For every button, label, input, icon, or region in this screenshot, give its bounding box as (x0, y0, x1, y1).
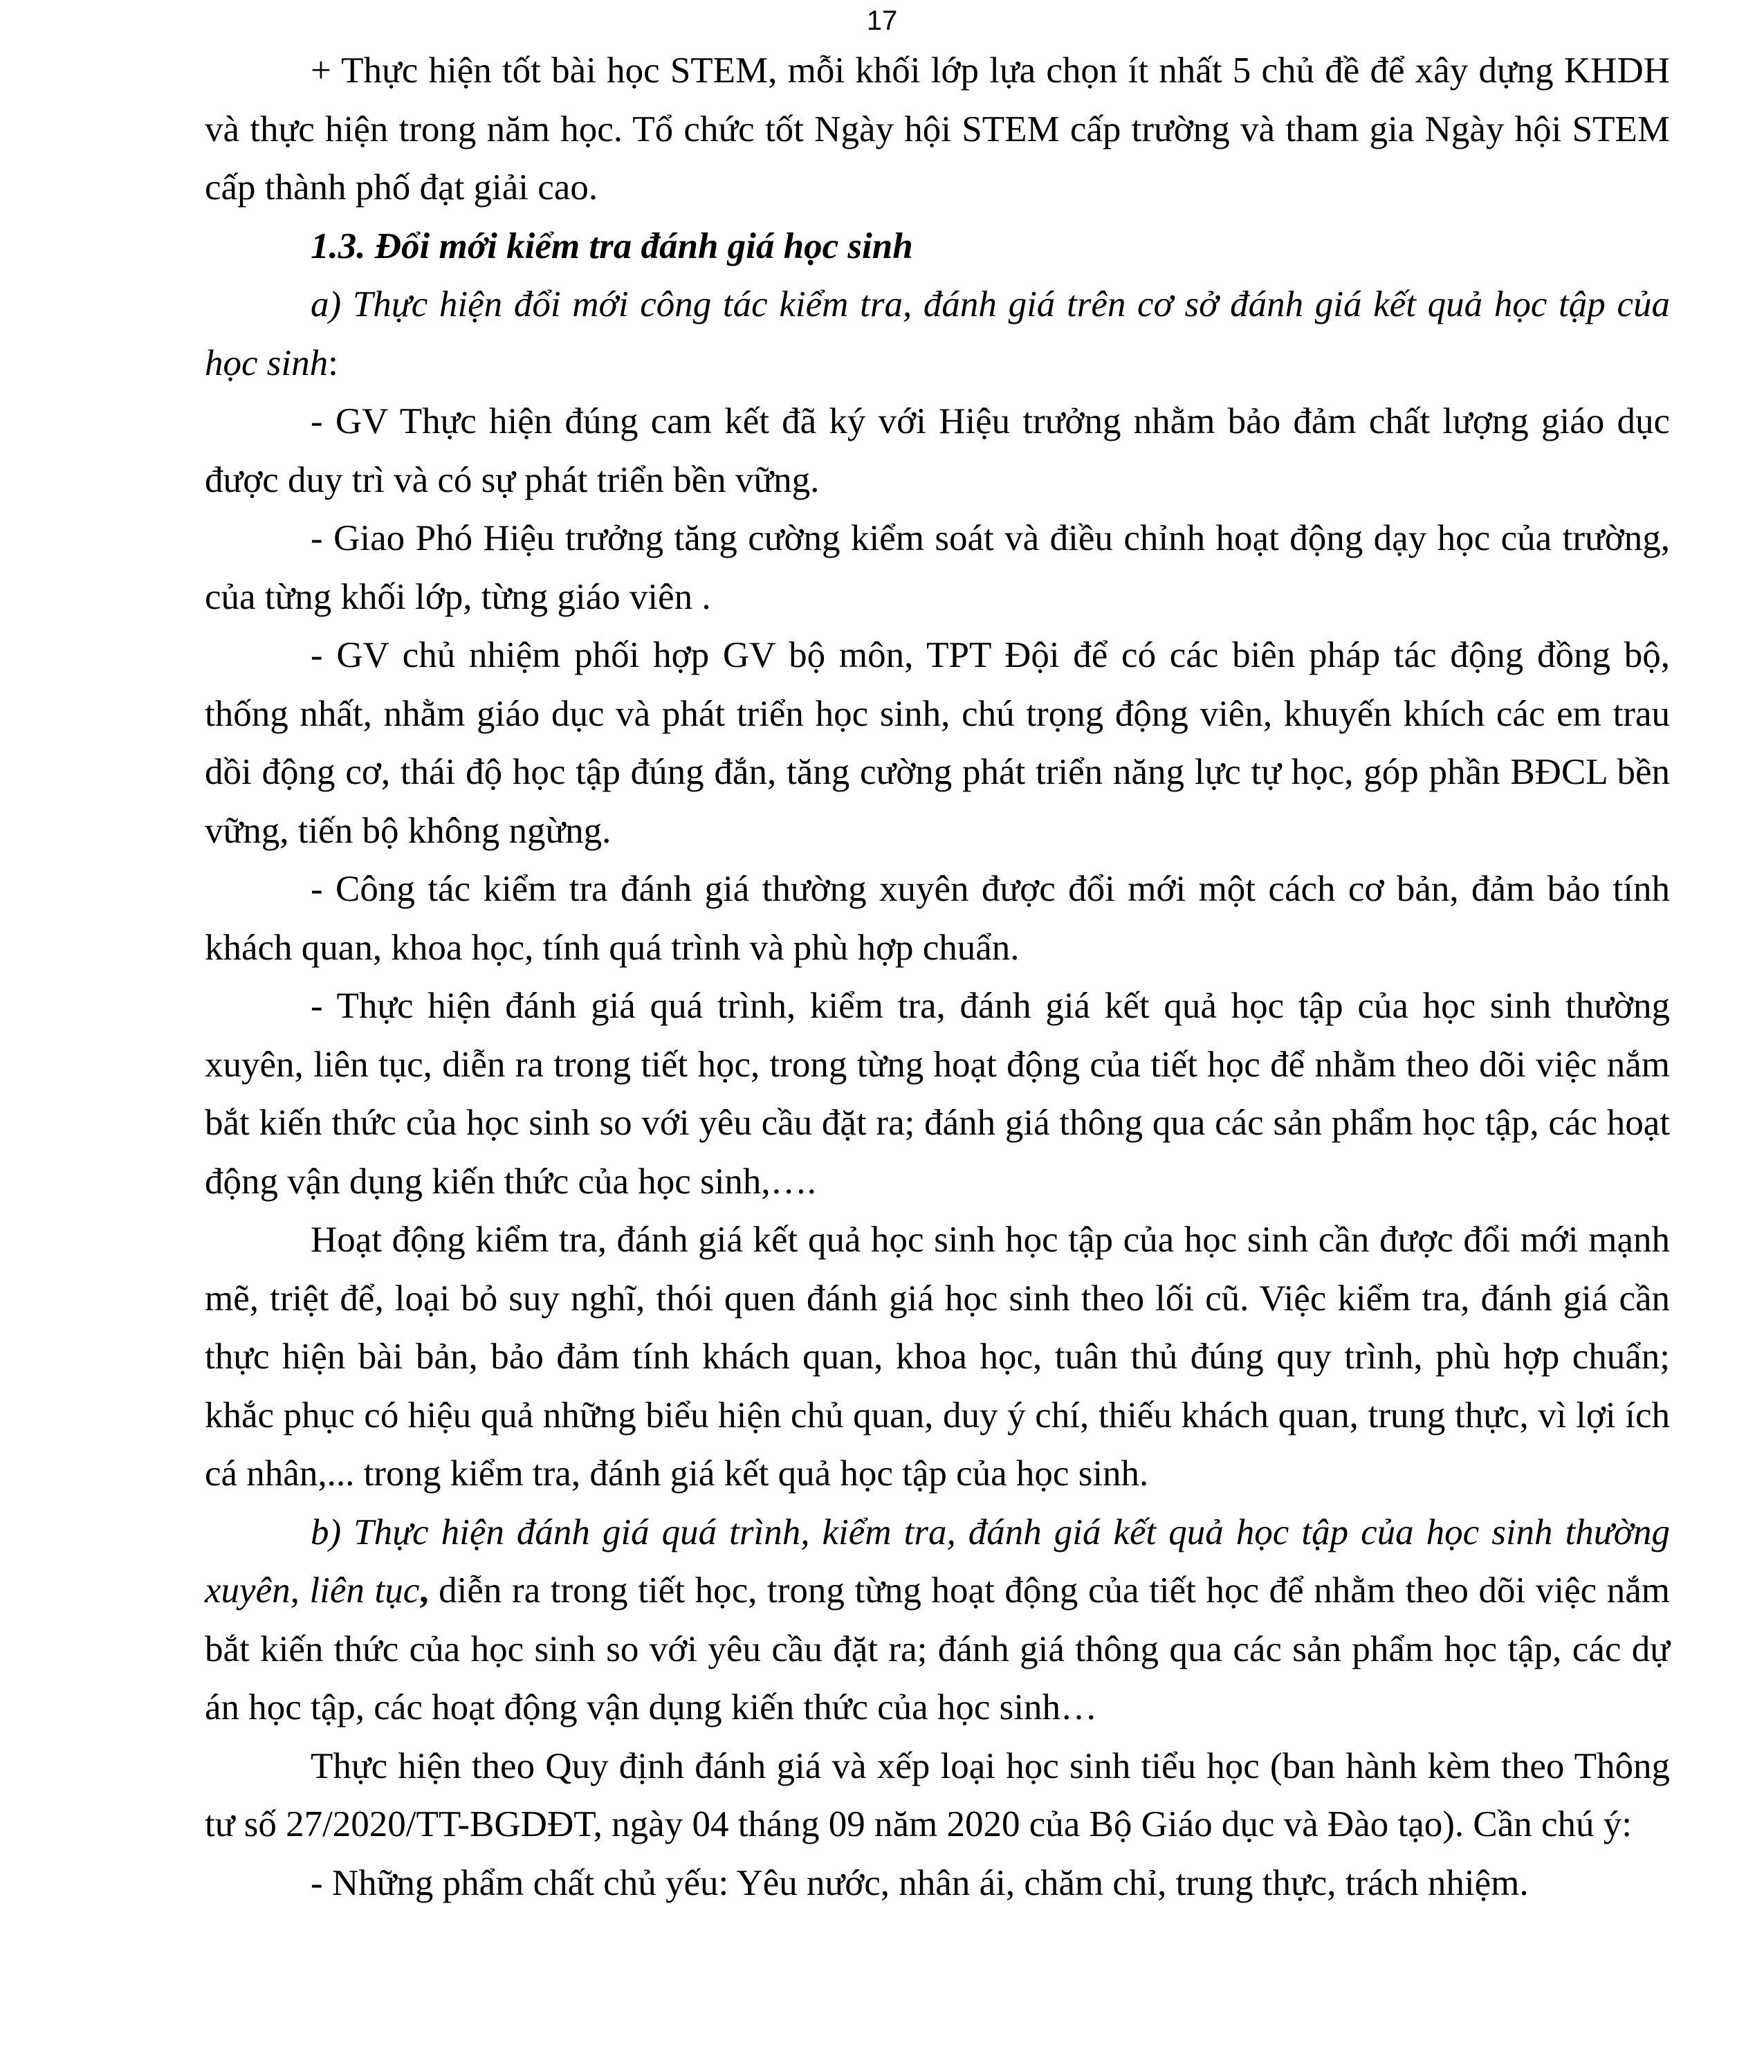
paragraph-b (205, 1503, 1670, 1737)
paragraph-a-colon: : (328, 342, 338, 383)
paragraph-vice-principal: - Giao Phó Hiệu trưởng tăng cường kiểm soát và điều chỉnh hoạt động dạy học của trường, của từng khối lớp, từng giáo viên . (205, 518, 1670, 617)
paragraph-homeroom-teacher: - GV chủ nhiệm phối hợp GV bộ môn, TPT Đội để có các biên pháp tác động đồng bộ, thống nhất, nhằm giáo dục và phát triển học sinh, chú trọng động viên, khuyến khích các em trau dồi động cơ, thái độ học tập đúng đắn, tăng cường phát triển năng lực tự học, góp phần BĐCL bền vững, tiến bộ không ngừng. (205, 635, 1670, 851)
paragraph-gv-commitment: - GV Thực hiện đúng cam kết đã ký với Hiệu trưởng nhằm bảo đảm chất lượng giáo dục được duy trì và có sự phát triển bền vững. (205, 401, 1670, 500)
paragraph-regulation: Thực hiện theo Quy định đánh giá và xếp loại học sinh tiểu học (ban hành kèm theo Thông tư số 27/2020/TT-BGDĐT, ngày 04 tháng 09 năm 2020 của Bộ Giáo dục và Đào tạo). Cần chú ý: (205, 1745, 1670, 1844)
paragraph-b-comma: , (419, 1570, 429, 1611)
paragraph-stem: + Thực hiện tốt bài học STEM, mỗi khối lớp lựa chọn ít nhất 5 chủ đề để xây dựng KHDH và thực hiện trong năm học. Tổ chức tốt Ngày hội STEM cấp trường và tham gia Ngày hội STEM cấp thành phố đạt giải cao. (205, 51, 1670, 208)
paragraph-b-italic: b) Thực hiện đánh giá quá trình, kiểm tra, đánh giá kết quả học tập của học sinh thường xuyên, liên tục (205, 1512, 1670, 1611)
paragraph-a (205, 275, 1670, 392)
paragraph-regular-assessment: - Công tác kiểm tra đánh giá thường xuyên được đổi mới một cách cơ bản, đảm bảo tính khách quan, khoa học, tính quá trình và phù hợp chuẩn. (205, 869, 1670, 968)
paragraph-assessment-reform: Hoạt động kiểm tra, đánh giá kết quả học sinh học tập của học sinh cần được đổi mới mạnh mẽ, triệt để, loại bỏ suy nghĩ, thói quen đánh giá học sinh theo lối cũ. Việc kiểm tra, đánh giá cần thực hiện bài bản, bảo đảm tính khách quan, khoa học, tuân thủ đúng quy trình, phù hợp chuẩn; khắc phục có hiệu quả những biểu hiện chủ quan, duy ý chí, thiếu khách quan, trung thực, vì lợi ích cá nhân,... trong kiểm tra, đánh giá kết quả học tập của học sinh. (205, 1220, 1670, 1494)
paragraph-qualities: - Những phẩm chất chủ yếu: Yêu nước, nhân ái, chăm chỉ, trung thực, trách nhiệm. (311, 1862, 1529, 1903)
section-heading: 1.3. Đổi mới kiểm tra đánh giá học sinh (311, 226, 913, 266)
page-number: 17 (866, 6, 898, 36)
paragraph-b-rest: diễn ra trong tiết học, trong từng hoạt động của tiết học để nhằm theo dõi việc nắm bắt kiến thức của học sinh so với yêu cầu đặt ra; đánh giá thông qua các sản phẩm học tập, các dự án học tập, các hoạt động vận dụng kiến thức của học sinh… (205, 1570, 1670, 1727)
paragraph-process-assessment: - Thực hiện đánh giá quá trình, kiểm tra, đánh giá kết quả học tập của học sinh thường xuyên, liên tục, diễn ra trong tiết học, trong từng hoạt động của tiết học để nhằm theo dõi việc nắm bắt kiến thức của học sinh so với yêu cầu đặt ra; đánh giá thông qua các sản phẩm học tập, các hoạt động vận dụng kiến thức của học sinh,…. (205, 986, 1670, 1202)
document-body (205, 42, 1670, 1912)
paragraph-a-italic: a) Thực hiện đổi mới công tác kiểm tra, đánh giá trên cơ sở đánh giá kết quả học tập của học sinh (205, 284, 1670, 383)
